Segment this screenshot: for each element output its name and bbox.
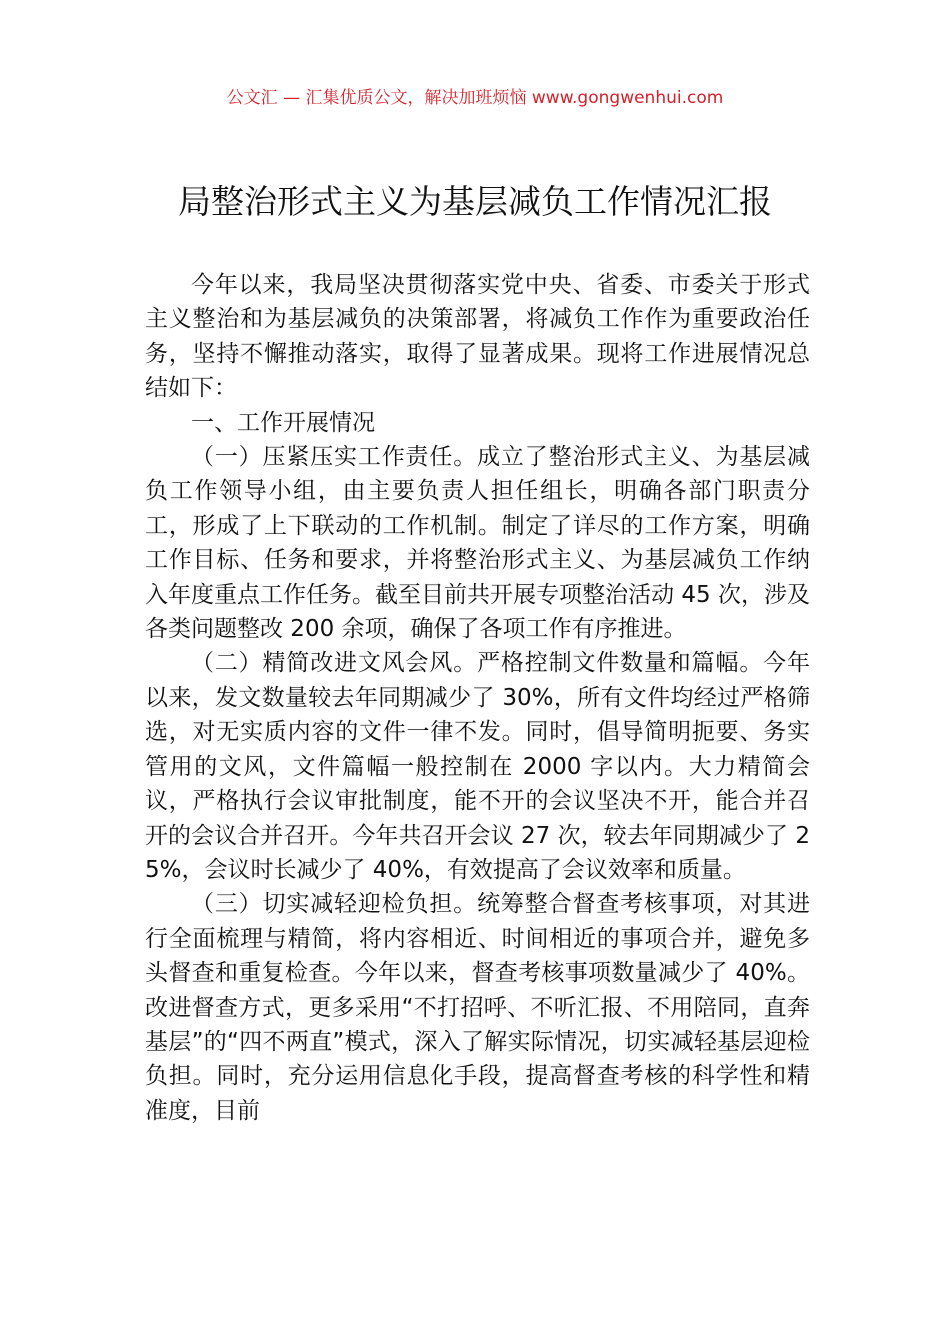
header-banner: 公文汇 — 汇集优质公文，解决加班烦恼 www.gongwenhui.com — [226, 88, 724, 108]
document-title: 局整治形式主义为基层减负工作情况汇报 — [178, 182, 772, 221]
paragraph-inspection-burden: （三）切实减轻迎检负担。统筹整合督查考核事项，对其进行全面梳理与精简，将内容相近、时间相近的事项合并，避免多头督查和重复检查。今年以来，督查考核事项数量减少了 40%。改进督查方式，更多采用“不打招呼、不听汇报、不用陪同，直奔基层”的“四不两直”模式，深入了解实际情况，切实减轻基层迎检负担。同时，充分运用信息化手段，提高督查考核的科学性和精准度，目前 — [145, 891, 810, 1124]
paragraph-intro: 今年以来，我局坚决贯彻落实党中央、省委、市委关于形式主义整治和为基层减负的决策部署，将减负工作作为重要政治任务，坚持不懈推动落实，取得了显著成果。现将工作进展情况总结如下： — [145, 272, 810, 402]
section-heading: 一、工作开展情况 — [191, 409, 375, 436]
document-body — [145, 268, 810, 1128]
paragraph-meetings-documents: （二）精简改进文风会风。严格控制文件数量和篇幅。今年以来，发文数量较去年同期减少了 30%，所有文件均经过严格筛选，对无实质内容的文件一律不发。同时，倡导简明扼要、务实管用的文风，文件篇幅一般控制在 2000 字以内。大力精简会议，严格执行会议审批制度，能不开的会议坚决不开，能合并召开的会议合并召开。今年共召开会议 27 次，较去年同期减少了 25%，会议时长减少了 40%，有效提高了会议效率和质量。 — [145, 650, 810, 883]
paragraph-responsibility: （一）压紧压实工作责任。成立了整治形式主义、为基层减负工作领导小组，由主要负责人担任组长，明确各部门职责分工，形成了上下联动的工作机制。制定了详尽的工作方案，明确工作目标、任务和要求，并将整治形式主义、为基层减负工作纳入年度重点工作任务。截至目前共开展专项整治活动 45 次，涉及各类问题整改 200 余项，确保了各项工作有序推进。 — [145, 444, 810, 643]
